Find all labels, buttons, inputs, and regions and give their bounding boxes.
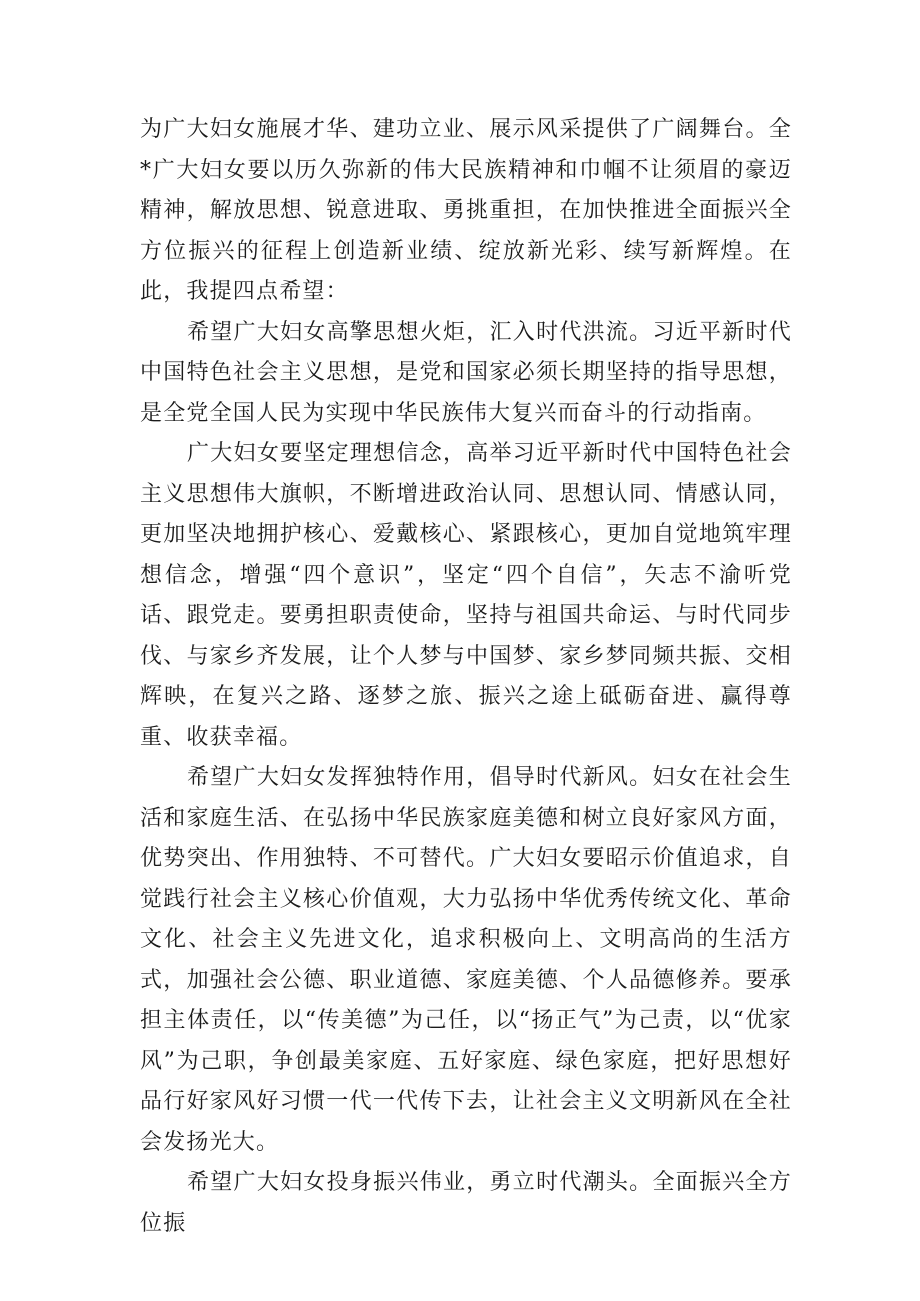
paragraph-ideals: 广大妇女要坚定理想信念，高举习近平新时代中国特色社会主义思想伟大旗帜，不断增进政治认同、思想认同、情感认同，更加坚决地拥护核心、爱戴核心、紧跟核心，更加自觉地筑牢理想信念，增强“四个意识”，坚定“四个自信”，矢志不渝听党话、跟党走。要勇担职责使命，坚持与祖国共命运、与时代同步伐、与家乡齐发展，让个人梦与中国梦、家乡梦同频共振、交相辉映，在复兴之路、逐梦之旅、振兴之途上砥砺奋进、赢得尊重、收获幸福。 [140,441,792,750]
document-body [140,110,792,1244]
paragraph-hope-2: 希望广大妇女发挥独特作用，倡导时代新风。妇女在社会生活和家庭生活、在弘扬中华民族家庭美德和树立良好家风方面，优势突出、作用独特、不可替代。广大妇女要昭示价值追求，自觉践行社会主义核心价值观，大力弘扬中华优秀传统文化、革命文化、社会主义先进文化，追求积极向上、文明高尚的生活方式，加强社会公德、职业道德、家庭美德、个人品德修养。要承担主体责任，以“传美德”为己任，以“扬正气”为己责，以“优家风”为己职，争创最美家庭、五好家庭、绿色家庭，把好思想好品行好家风好习惯一代一代传下去，让社会主义文明新风在全社会发扬光大。 [140,765,792,1155]
paragraph-continuation: 为广大妇女施展才华、建功立业、展示风采提供了广阔舞台。全*广大妇女要以历久弥新的伟大民族精神和巾帼不让须眉的豪迈精神，解放思想、锐意进取、勇挑重担，在加快推进全面振兴全方位振兴的征程上创造新业绩、绽放新光彩、续写新辉煌。在此，我提四点希望： [140,117,792,304]
paragraph-hope-3: 希望广大妇女投身振兴伟业，勇立时代潮头。全面振兴全方位振 [140,1170,792,1236]
paragraph-hope-1: 希望广大妇女高擎思想火炬，汇入时代洪流。习近平新时代中国特色社会主义思想，是党和国家必须长期坚持的指导思想，是全党全国人民为实现中华民族伟大复兴而奋斗的行动指南。 [140,319,792,426]
